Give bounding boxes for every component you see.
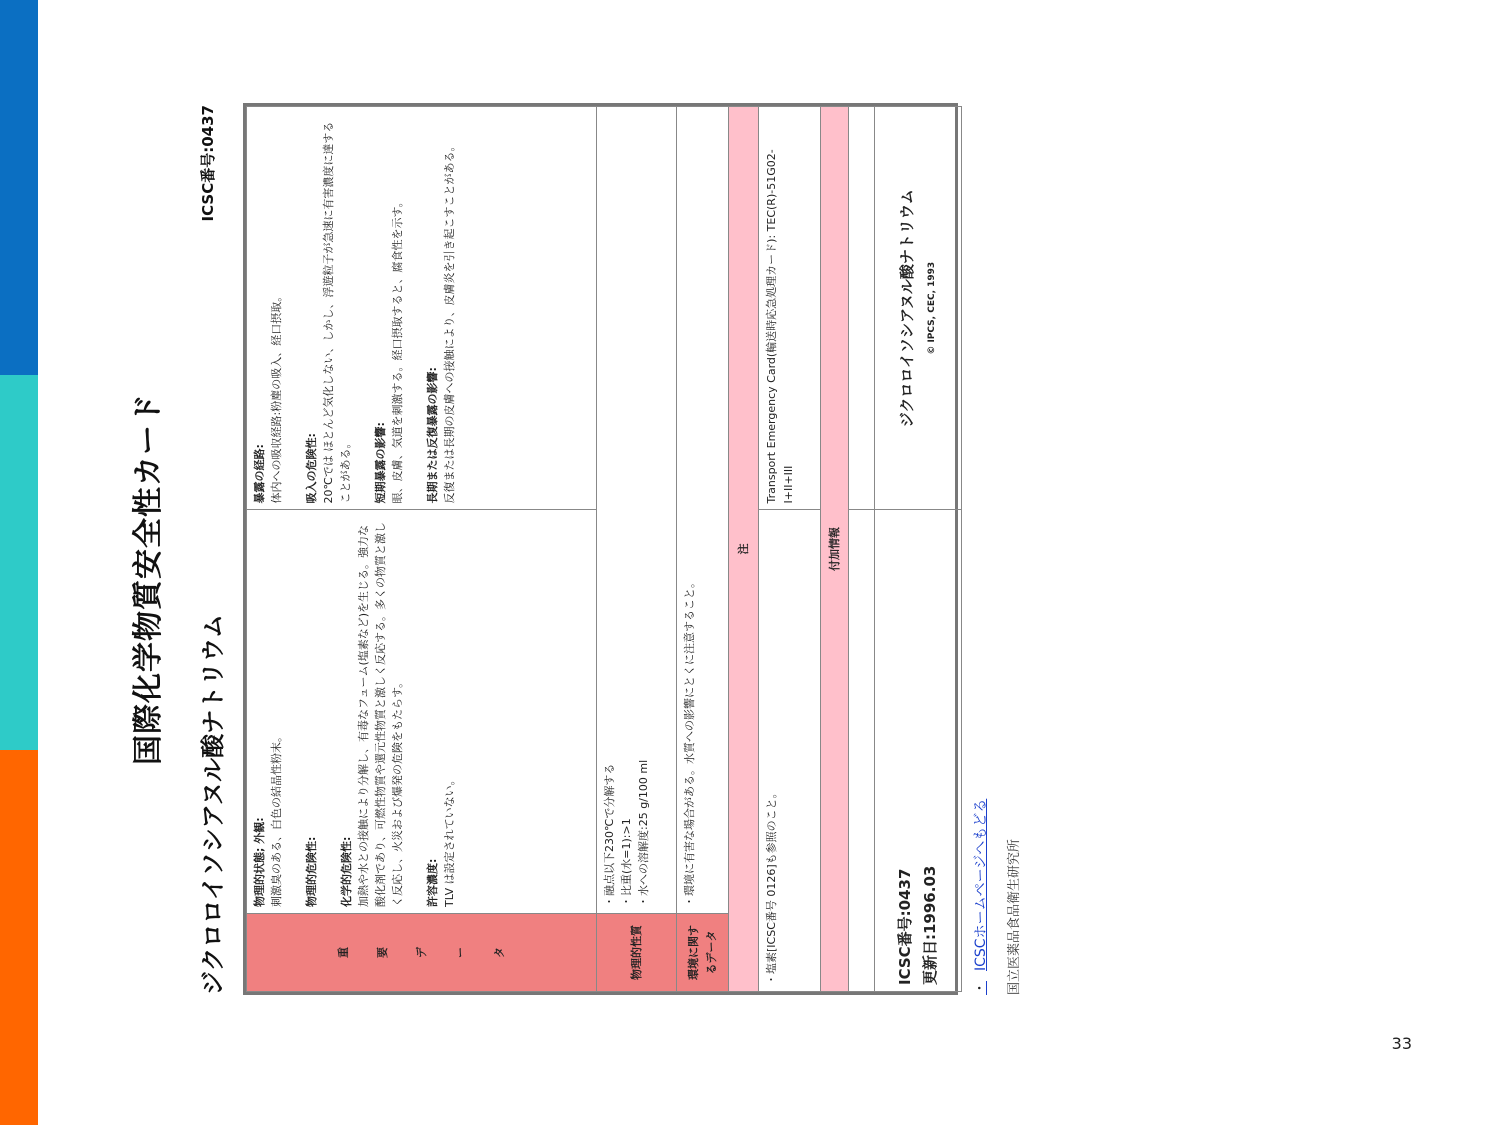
footer-icsc: ICSC番号:0437 xyxy=(895,868,914,985)
footer-name: ジクロロイソシアヌル酸ナトリウム xyxy=(898,189,917,428)
chemical-name: ジクロロイソシアヌル酸ナトリウム xyxy=(199,614,227,995)
physical-props-cell: ・融点以下230℃で分解する ・比重(水=1):>1 ・水への溶解度:25 g/100 ml xyxy=(597,107,677,914)
important-data-label: 重 要 デ ー タ xyxy=(247,914,597,992)
footer-date: 更新日:1996.03 xyxy=(921,865,939,985)
notes-header-row xyxy=(729,107,759,992)
copyright: © IPCS, CEC, 1993 xyxy=(926,261,937,355)
important-data-row xyxy=(247,107,597,992)
card-header xyxy=(193,105,227,995)
bullet-icon: ・ xyxy=(973,981,989,995)
env-row xyxy=(677,107,729,992)
home-link[interactable]: ・ICSCホームページへもどる xyxy=(973,798,989,995)
icsc-number: ICSC番号:0437 xyxy=(199,105,217,222)
additional-info-label: 付加情報 xyxy=(821,107,849,992)
additional-header-row xyxy=(821,107,849,992)
safety-card xyxy=(243,103,958,995)
notes-row xyxy=(759,107,821,992)
physical-props-row xyxy=(597,107,677,992)
important-data-left: 物理的状態; 外観: 刺激臭のある、白色の結晶性粉末。 物理的危険性: 化学的危険性: 加熱や水との接触により分解し、有毒なフューム(塩素など)を生じる。強力な酸化剤であり、可燃性物質や還元性物質と激しく反応する。多くの物質と激しく反応し、火災および爆発の危険をもたらす。 許容濃度: TLV は設定されていない。 xyxy=(247,510,597,914)
slide-number: 33 xyxy=(1391,1034,1412,1053)
additional-row xyxy=(849,107,875,992)
footer-row xyxy=(875,107,962,992)
env-cell: ・環境に有害な場合がある。水質への影響にとくに注意すること。 xyxy=(677,107,729,914)
footer-name-cell xyxy=(875,107,962,511)
physical-props-label: 物理的性質 xyxy=(597,914,677,992)
notes-label: 注 xyxy=(729,107,759,992)
notes-right: Transport Emergency Card(輸送時応急処理カード): TEC(R)-51G02-I+II+III xyxy=(759,107,821,511)
accent-bar-teal xyxy=(0,375,38,750)
slide-title: 国際化学物質安全性カード xyxy=(131,393,166,765)
accent-bar-orange xyxy=(0,750,38,1125)
important-data-right: 暴露の経路: 体内への吸収経路:粉塵の吸入、経口摂取。 吸入の危険性: 20℃では ほとんど気化しない、しかし、浮遊粒子が急速に有害濃度に達することがある。 短期暴露の影響: 眼、皮膚、気道を刺激する。経口摂取すると、腐食性を示す。 長期または反復暴露の影響: 反復または長期の皮膚への接触により、皮膚炎を引き起こすことがある。 xyxy=(247,107,597,511)
env-label: 環境に関するデータ xyxy=(677,914,729,992)
rotated-card-stage xyxy=(115,90,1050,1025)
accent-bar-blue xyxy=(0,0,38,375)
notes-left: ・塩素[ICSC番号 0126]も参照のこと。 xyxy=(759,510,821,992)
footer-meta xyxy=(875,510,962,992)
source-institute: 国立医薬品食品衛生研究所 xyxy=(1007,838,1022,995)
